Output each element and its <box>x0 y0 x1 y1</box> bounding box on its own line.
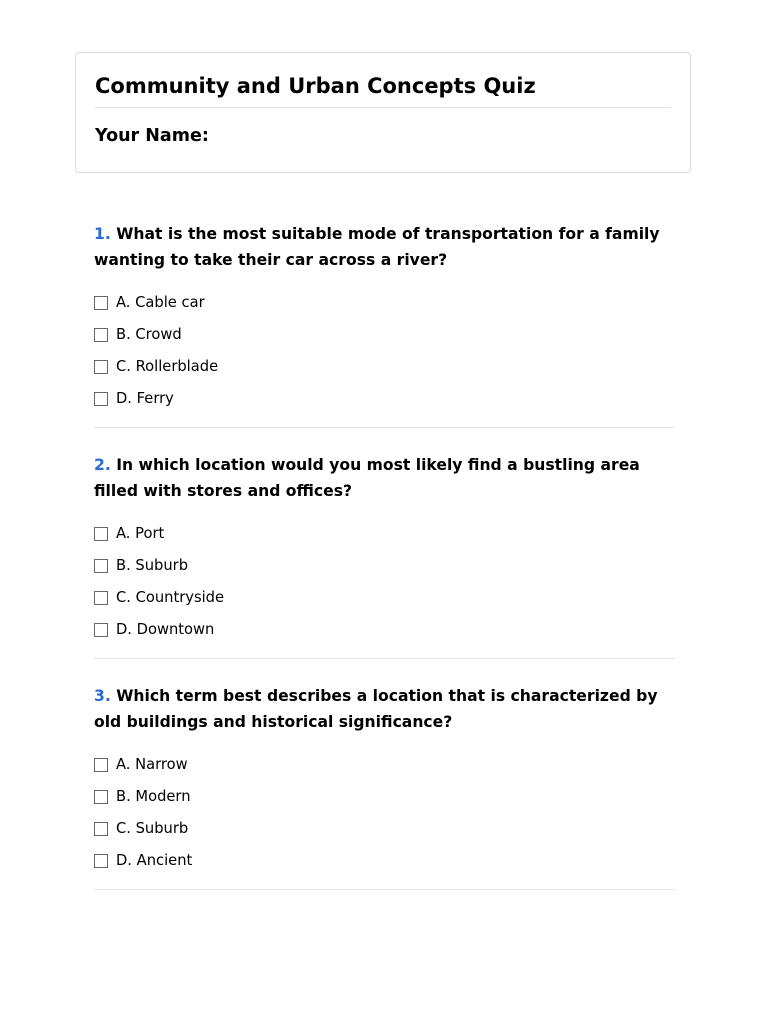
checkbox[interactable] <box>94 623 108 637</box>
name-label: Your Name: <box>95 126 209 146</box>
question-1-options <box>94 287 675 415</box>
quiz-title: Community and Urban Concepts Quiz <box>95 74 536 98</box>
question-2-option-b[interactable] <box>94 550 675 582</box>
question-1-option-a[interactable] <box>94 287 675 319</box>
checkbox[interactable] <box>94 328 108 342</box>
option-label: D. Ancient <box>116 852 193 869</box>
checkbox[interactable] <box>94 360 108 374</box>
question-3-options <box>94 749 675 877</box>
header-divider <box>95 107 671 108</box>
question-3-option-a[interactable] <box>94 749 675 781</box>
question-3-option-d[interactable] <box>94 845 675 877</box>
option-label: B. Modern <box>116 788 191 805</box>
option-label: D. Ferry <box>116 390 174 407</box>
question-1-option-d[interactable] <box>94 383 675 415</box>
checkbox[interactable] <box>94 591 108 605</box>
option-label: B. Suburb <box>116 557 189 574</box>
question-3 <box>94 684 675 890</box>
question-3-text <box>94 684 675 735</box>
option-label: C. Suburb <box>116 820 189 837</box>
question-1-option-b[interactable] <box>94 319 675 351</box>
question-2-option-a[interactable] <box>94 518 675 550</box>
question-3-prompt: Which term best describes a location that is characterized by old buildings and historical significance? <box>94 687 658 731</box>
checkbox[interactable] <box>94 758 108 772</box>
question-2-text <box>94 453 675 504</box>
checkbox[interactable] <box>94 559 108 573</box>
checkbox[interactable] <box>94 296 108 310</box>
question-1 <box>94 222 675 428</box>
question-1-text <box>94 222 675 273</box>
checkbox[interactable] <box>94 854 108 868</box>
question-3-option-c[interactable] <box>94 813 675 845</box>
question-2-prompt: In which location would you most likely find a bustling area filled with stores and offices? <box>94 456 640 500</box>
question-3-option-b[interactable] <box>94 781 675 813</box>
option-label: A. Port <box>116 525 165 542</box>
question-2-number: 2. <box>94 456 111 474</box>
question-2-option-d[interactable] <box>94 614 675 646</box>
quiz-header-card <box>75 52 691 173</box>
question-list <box>94 222 675 915</box>
question-3-number: 3. <box>94 687 111 705</box>
option-label: B. Crowd <box>116 326 182 343</box>
question-1-number: 1. <box>94 225 111 243</box>
question-2 <box>94 453 675 659</box>
question-2-options <box>94 518 675 646</box>
question-1-option-c[interactable] <box>94 351 675 383</box>
question-2-option-c[interactable] <box>94 582 675 614</box>
checkbox[interactable] <box>94 527 108 541</box>
checkbox[interactable] <box>94 790 108 804</box>
checkbox[interactable] <box>94 392 108 406</box>
option-label: C. Countryside <box>116 589 225 606</box>
question-1-prompt: What is the most suitable mode of transportation for a family wanting to take their car across a river? <box>94 225 660 269</box>
option-label: A. Narrow <box>116 756 188 773</box>
option-label: C. Rollerblade <box>116 358 219 375</box>
option-label: D. Downtown <box>116 621 215 638</box>
checkbox[interactable] <box>94 822 108 836</box>
option-label: A. Cable car <box>116 294 205 311</box>
